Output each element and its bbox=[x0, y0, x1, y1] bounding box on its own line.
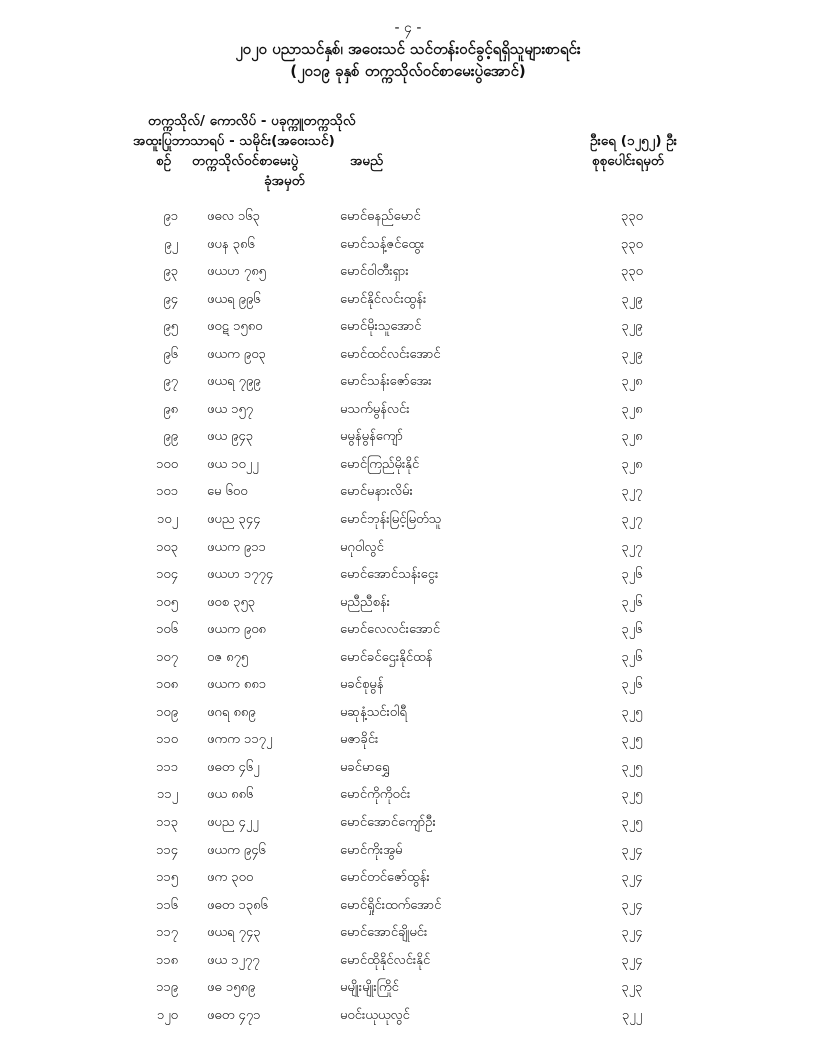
serial-cell: ၁၁၇ bbox=[156, 925, 178, 941]
roll-number-cell: ဖဓတ ၁၃၈၆ bbox=[207, 897, 268, 913]
marks-cell: ၃၂၂ bbox=[621, 1007, 643, 1023]
roll-number-cell: ဖယက ၈၈၁ bbox=[207, 677, 267, 693]
table-row bbox=[0, 920, 816, 948]
marks-cell: ၃၃၀ bbox=[621, 264, 643, 280]
table-row bbox=[0, 259, 816, 287]
roll-number-cell: ဖဓလ ၁၆၃ bbox=[207, 209, 260, 224]
serial-cell: ၁၁၉ bbox=[156, 980, 178, 996]
table-row bbox=[0, 204, 816, 232]
marks-cell: ၃၂၉ bbox=[621, 291, 643, 307]
results-list bbox=[0, 204, 816, 1030]
marks-cell: ၃၂၆ bbox=[621, 594, 643, 610]
roll-number-cell: ဖယက ၉၄၆ bbox=[207, 842, 266, 858]
marks-cell: ၃၃၀ bbox=[621, 236, 643, 252]
roll-number-cell: ဖယရ ၇၉၉ bbox=[207, 374, 261, 390]
marks-cell: ၃၂၇ bbox=[621, 512, 643, 528]
marks-cell: ၃၂၉ bbox=[621, 346, 643, 362]
name-cell: မဂုဝါလွင် bbox=[340, 539, 384, 555]
table-row bbox=[0, 893, 816, 921]
roll-number-cell: ဖယ ၉၄၃ bbox=[207, 429, 254, 445]
table-row bbox=[0, 975, 816, 1003]
roll-number-cell: ဖဝဋ ၁၅၈၀ bbox=[207, 319, 263, 335]
name-cell: မဇာခိုင်း bbox=[340, 732, 379, 748]
name-cell: မောင်ရှိုင်းထက်အောင် bbox=[340, 897, 442, 913]
serial-cell: ၉၃ bbox=[163, 264, 178, 280]
serial-cell: ၁၀၂ bbox=[156, 512, 178, 528]
student-count: ဦးရေ (၁၂၅၂) ဦး bbox=[590, 133, 678, 149]
serial-cell: ၁၀၈ bbox=[155, 677, 178, 693]
name-cell: မောင်အောင်သန်းငွေး bbox=[340, 567, 439, 583]
header-roll-number-line2: ခုံအမှတ် bbox=[264, 173, 305, 189]
serial-cell: ၁၀၆ bbox=[156, 622, 178, 638]
table-row bbox=[0, 397, 816, 425]
table-row bbox=[0, 452, 816, 480]
header-total-marks: စုစုပေါင်းရမှတ် bbox=[592, 153, 665, 169]
table-row bbox=[0, 782, 816, 810]
table-row bbox=[0, 700, 816, 728]
roll-number-cell: ဖယက ၉၁၁ bbox=[207, 539, 266, 555]
name-cell: မောင်ဝါတီးရှား bbox=[340, 264, 409, 280]
roll-number-cell: မေ ၆၀၀ bbox=[207, 484, 248, 500]
name-cell: မောင်ကြည်မိုးနိုင် bbox=[340, 456, 420, 472]
serial-cell: ၁၀၉ bbox=[156, 704, 178, 720]
serial-cell: ၁၁၃ bbox=[156, 815, 178, 831]
marks-cell: ၃၂၄ bbox=[621, 870, 643, 886]
roll-number-cell: ဖယဟ ၁၇၇၄ bbox=[207, 567, 274, 583]
roll-number-cell: ဖဓ ၁၅၈၉ bbox=[207, 980, 256, 996]
serial-cell: ၁၀၅ bbox=[156, 594, 178, 610]
document-subtitle: (၂၀၁၉ ခုနှစ် တက္ကသိုလ်ဝင်စာမေးပွဲအောင်) bbox=[290, 62, 526, 80]
serial-cell: ၁၁၁ bbox=[156, 759, 178, 775]
marks-cell: ၃၂၇ bbox=[621, 484, 643, 500]
serial-cell: ၁၀၁ bbox=[156, 484, 178, 500]
marks-cell: ၃၂၄ bbox=[621, 842, 643, 858]
marks-cell: ၃၂၇ bbox=[621, 539, 643, 555]
header-roll-number: တက္ကသိုလ်ဝင်စာမေးပွဲ bbox=[192, 153, 299, 169]
name-cell: မခင်မာရွှေ bbox=[340, 759, 390, 775]
name-cell: မောင်သန့်ဇင်ထွေး bbox=[340, 236, 425, 252]
table-row bbox=[0, 755, 816, 783]
roll-number-cell: ဖယရ ၇၄၃ bbox=[207, 925, 261, 941]
table-row bbox=[0, 590, 816, 618]
name-cell: မမျိုးမျိုးကြိုင် bbox=[340, 980, 399, 996]
marks-cell: ၃၂၉ bbox=[621, 319, 643, 335]
table-row bbox=[0, 617, 816, 645]
marks-cell: ၃၂၄ bbox=[621, 952, 643, 968]
serial-cell: ၁၁၂ bbox=[156, 787, 178, 803]
roll-number-cell: ဖကက ၁၁၇၂ bbox=[207, 732, 273, 748]
table-row bbox=[0, 838, 816, 866]
name-cell: မောင်မိုးသူအောင် bbox=[340, 319, 422, 335]
name-cell: မောင်ကိုးအွမ် bbox=[340, 842, 403, 858]
roll-number-cell: ဖပည ၄၂၂ bbox=[207, 815, 259, 831]
name-cell: မောင်နိုင်လင်းထွန်း bbox=[340, 291, 427, 307]
serial-cell: ၁၀၀ bbox=[156, 456, 178, 472]
table-row bbox=[0, 232, 816, 260]
specialization-line: အထူးပြုဘာသာရပ် - သမိုင်း(အဝေးသင်) bbox=[133, 133, 335, 149]
name-cell: မဝင်းယုယုလွင် bbox=[340, 1007, 410, 1023]
roll-number-cell: ဖဓတ ၄၆၂ bbox=[207, 759, 260, 775]
table-row bbox=[0, 369, 816, 397]
marks-cell: ၃၂၆ bbox=[621, 622, 643, 638]
name-cell: မောင်ထင်လင်းအောင် bbox=[340, 346, 441, 362]
marks-cell: ၃၂၅ bbox=[621, 704, 643, 720]
table-row bbox=[0, 1003, 816, 1031]
table-row bbox=[0, 562, 816, 590]
table-row bbox=[0, 479, 816, 507]
marks-cell: ၃၂၈ bbox=[621, 429, 643, 445]
name-cell: မမွန်မွန်ကျော် bbox=[340, 429, 403, 445]
serial-cell: ၁၁၄ bbox=[156, 842, 178, 858]
name-cell: မောင်ဘုန်းမြင့်မြတ်သူ bbox=[340, 512, 442, 528]
header-name: အမည် bbox=[350, 153, 384, 169]
marks-cell: ၃၂၅ bbox=[621, 732, 643, 748]
table-row bbox=[0, 672, 816, 700]
name-cell: မောင်အောင်ကျော်ဦး bbox=[340, 815, 436, 831]
roll-number-cell: ဖယက ၉၀၈ bbox=[207, 622, 266, 638]
table-row bbox=[0, 535, 816, 563]
table-row bbox=[0, 424, 816, 452]
marks-cell: ၃၂၄ bbox=[621, 897, 643, 913]
roll-number-cell: ဖယ ၁၂၇၇ bbox=[207, 952, 260, 968]
roll-number-cell: ဖဝစ ၃၅၃ bbox=[207, 594, 256, 610]
name-cell: မဆုနံ့သင်းဝါရီ bbox=[340, 704, 407, 720]
table-row bbox=[0, 948, 816, 976]
name-cell: မောင်လေလင်းအောင် bbox=[340, 622, 441, 638]
name-cell: မောင်အောင်ချိုမင်း bbox=[340, 925, 428, 941]
name-cell: မောင်ထိုနိုင်လင်းနိုင် bbox=[340, 952, 431, 968]
name-cell: မသက်မွန်လင်း bbox=[340, 401, 410, 417]
serial-cell: ၁၂၀ bbox=[156, 1007, 178, 1023]
marks-cell: ၃၂၆ bbox=[621, 567, 643, 583]
serial-cell: ၁၁၀ bbox=[156, 732, 178, 748]
document-title: ၂၀၂၀ ပညာသင်နှစ်၊ အဝေးသင် သင်တန်းဝင်ခွင့်ရရှိသူများစာရင်း bbox=[235, 40, 581, 58]
name-cell: မောင်ခင်ဌေးနိုင်ထန် bbox=[340, 649, 433, 665]
marks-cell: ၃၂၃ bbox=[621, 980, 643, 996]
roll-number-cell: ဖဓတ ၄၇၁ bbox=[207, 1007, 261, 1023]
roll-number-cell: ဖယဟ ၇၈၅ bbox=[207, 264, 266, 280]
header-serial: စဉ် bbox=[156, 153, 172, 169]
name-cell: မောင်သန်းဇော်အေး bbox=[340, 374, 432, 390]
serial-cell: ၉၁ bbox=[163, 209, 178, 224]
serial-cell: ၁၀၇ bbox=[156, 649, 178, 665]
name-cell: မောင်မနားလိမ်း bbox=[340, 484, 413, 500]
serial-cell: ၉၆ bbox=[163, 346, 178, 362]
roll-number-cell: ဖဂရ ၈၈၉ bbox=[207, 704, 256, 720]
serial-cell: ၁၁၆ bbox=[156, 897, 178, 913]
marks-cell: ၃၂၄ bbox=[621, 925, 643, 941]
marks-cell: ၃၂၅ bbox=[621, 815, 643, 831]
roll-number-cell: ဖယ ၈၈၆ bbox=[207, 787, 254, 803]
name-cell: မောင်ဓနည်မောင် bbox=[340, 209, 421, 224]
serial-cell: ၉၅ bbox=[163, 319, 178, 335]
name-cell: မောင်တင်ဇော်ထွန်း bbox=[340, 870, 430, 886]
marks-cell: ၃၂၆ bbox=[621, 677, 643, 693]
university-line: တက္ကသိုလ်/ ကောလိပ် - ပခုက္ကူတက္ကသိုလ် bbox=[148, 113, 356, 129]
table-row bbox=[0, 727, 816, 755]
marks-cell: ၃၂၆ bbox=[621, 649, 643, 665]
table-row bbox=[0, 865, 816, 893]
roll-number-cell: ဖယက ၉၀၃ bbox=[207, 346, 266, 362]
serial-cell: ၁၁၈ bbox=[155, 952, 178, 968]
table-row bbox=[0, 645, 816, 673]
serial-cell: ၉၈ bbox=[163, 401, 178, 417]
serial-cell: ၉၂ bbox=[164, 236, 178, 252]
serial-cell: ၁၀၃ bbox=[156, 539, 178, 555]
table-row bbox=[0, 810, 816, 838]
roll-number-cell: ဖယ ၁၀၂၂ bbox=[207, 456, 259, 472]
roll-number-cell: ဝဇ ၈၇၅ bbox=[207, 649, 249, 665]
marks-cell: ၃၃၀ bbox=[621, 209, 643, 224]
serial-cell: ၉၇ bbox=[163, 374, 178, 390]
marks-cell: ၃၂၈ bbox=[621, 374, 643, 390]
roll-number-cell: ဖယရ ၉၉၆ bbox=[207, 291, 261, 307]
serial-cell: ၉၄ bbox=[163, 291, 178, 307]
table-row bbox=[0, 314, 816, 342]
marks-cell: ၃၂၈ bbox=[621, 401, 643, 417]
name-cell: မညီညီစန်း bbox=[340, 594, 390, 610]
marks-cell: ၃၂၈ bbox=[621, 456, 643, 472]
serial-cell: ၁၀၄ bbox=[156, 567, 178, 583]
serial-cell: ၉၉ bbox=[163, 429, 178, 445]
roll-number-cell: ဖပည ၃၄၄ bbox=[207, 512, 261, 528]
marks-cell: ၃၂၅ bbox=[621, 759, 643, 775]
name-cell: မခင်စုမွန် bbox=[340, 677, 384, 693]
table-row bbox=[0, 287, 816, 315]
roll-number-cell: ဖက ၃၀၀ bbox=[207, 870, 254, 886]
page-number: - ၄ - bbox=[394, 20, 422, 36]
table-row bbox=[0, 342, 816, 370]
marks-cell: ၃၂၅ bbox=[621, 787, 643, 803]
table-row bbox=[0, 507, 816, 535]
serial-cell: ၁၁၅ bbox=[156, 870, 178, 886]
name-cell: မောင်ကိုကိုဝင်း bbox=[340, 787, 411, 803]
roll-number-cell: ဖပန ၃၈၆ bbox=[207, 236, 255, 252]
roll-number-cell: ဖယ ၁၅၇ bbox=[207, 401, 254, 417]
